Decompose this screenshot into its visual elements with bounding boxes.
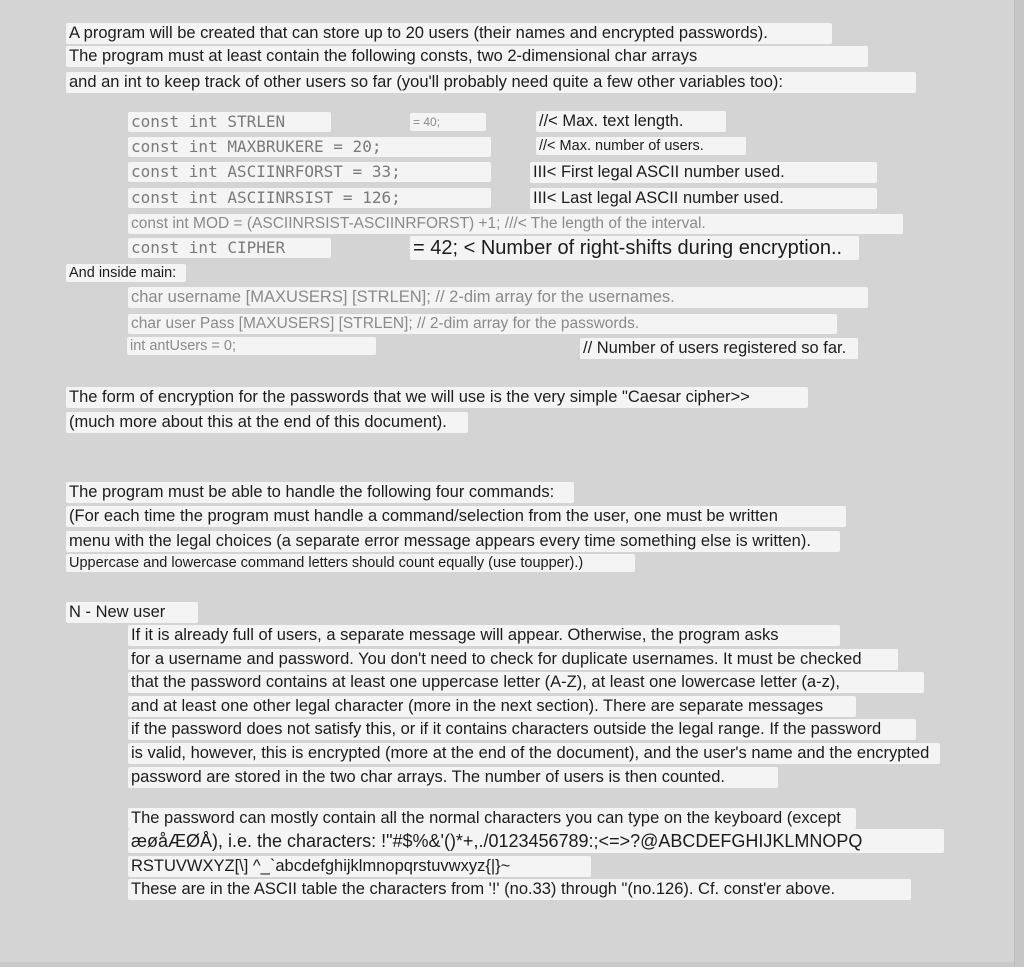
commands-line-3: menu with the legal choices (a separate error message appears every time something else is written). xyxy=(66,531,840,552)
main-userpass-line: char user Pass [MAXUSERS] [STRLEN]; // 2-dim array for the passwords. xyxy=(128,314,837,334)
new-user-p1-line: that the password contains at least one uppercase letter (A-Z), at least one lowercase letter (a-z), xyxy=(128,672,924,693)
encryption-line-2: (much more about this at the end of this document). xyxy=(66,412,468,433)
const-asciinrforst-comment: III< First legal ASCII number used. xyxy=(530,162,877,183)
new-user-heading: N - New user xyxy=(66,602,198,623)
new-user-p1-line: for a username and password. You don't need to check for duplicate usernames. It must be checked xyxy=(128,649,898,670)
new-user-p2-line: æøåÆØÅ), i.e. the characters: !"#$%&'()*+,./0123456789:;<=>?@ABCDEFGHIJKLMNOPQ xyxy=(128,829,944,853)
encryption-line-1: The form of encryption for the passwords that we will use is the very simple "Caesar cipher>> xyxy=(66,387,808,408)
intro-line-3: and an int to keep track of other users so far (you'll probably need quite a few other variables too): xyxy=(66,72,916,93)
main-antusers-decl: int antUsers = 0; xyxy=(127,337,376,355)
main-label: And inside main: xyxy=(66,264,186,282)
const-strlen-comment: //< Max. text length. xyxy=(536,111,726,132)
main-username-line: char username [MAXUSERS] [STRLEN]; // 2-dim array for the usernames. xyxy=(128,287,868,308)
page-edge-right xyxy=(1014,0,1024,967)
commands-line-2: (For each time the program must handle a command/selection from the user, one must be written xyxy=(66,506,846,527)
const-cipher-decl: const int CIPHER xyxy=(128,238,331,258)
const-mod-line: const int MOD = (ASCIINRSIST-ASCIINRFORST) +1; ///< The length of the interval. xyxy=(128,214,903,234)
const-strlen-value: = 40; xyxy=(410,113,486,131)
const-asciinrforst-decl: const int ASCIINRFORST = 33; xyxy=(128,162,491,182)
new-user-p1-line: If it is already full of users, a separate message will appear. Otherwise, the program asks xyxy=(128,625,840,646)
commands-line-4: Uppercase and lowercase command letters should count equally (use toupper).) xyxy=(66,554,635,572)
const-maxbrukere-decl: const int MAXBRUKERE = 20; xyxy=(128,137,491,157)
const-cipher-value: = 42; < Number of right-shifts during encryption.. xyxy=(410,236,859,260)
new-user-p2-line: RSTUVWXYZ[\] ^_`abcdefghijklmnopqrstuvwxyz{|}~ xyxy=(128,856,591,877)
new-user-p1-line: and at least one other legal character (more in the next section). There are separate messages xyxy=(128,696,856,717)
const-asciinrsist-comment: III< Last legal ASCII number used. xyxy=(530,188,877,209)
const-maxbrukere-comment: //< Max. number of users. xyxy=(536,137,746,155)
new-user-p1-line: password are stored in the two char arrays. The number of users is then counted. xyxy=(128,767,778,788)
intro-line-1: A program will be created that can store up to 20 users (their names and encrypted passwords). xyxy=(66,23,832,44)
commands-line-1: The program must be able to handle the following four commands: xyxy=(66,482,574,503)
new-user-p2-line: The password can mostly contain all the normal characters you can type on the keyboard (except xyxy=(128,808,856,829)
page-edge-bottom xyxy=(0,962,1014,967)
const-strlen-decl: const int STRLEN xyxy=(128,112,331,132)
intro-line-2: The program must at least contain the following consts, two 2-dimensional char arrays xyxy=(66,46,868,67)
new-user-p2-line: These are in the ASCII table the characters from '!' (no.33) through "(no.126). Cf. const'er above. xyxy=(128,879,911,900)
new-user-p1-line: if the password does not satisfy this, or if it contains characters outside the legal range. If the password xyxy=(128,719,916,740)
const-asciinrsist-decl: const int ASCIINRSIST = 126; xyxy=(128,188,491,208)
new-user-p1-line: is valid, however, this is encrypted (more at the end of the document), and the user's name and the encrypted xyxy=(128,743,940,764)
main-antusers-comment: // Number of users registered so far. xyxy=(580,338,858,359)
